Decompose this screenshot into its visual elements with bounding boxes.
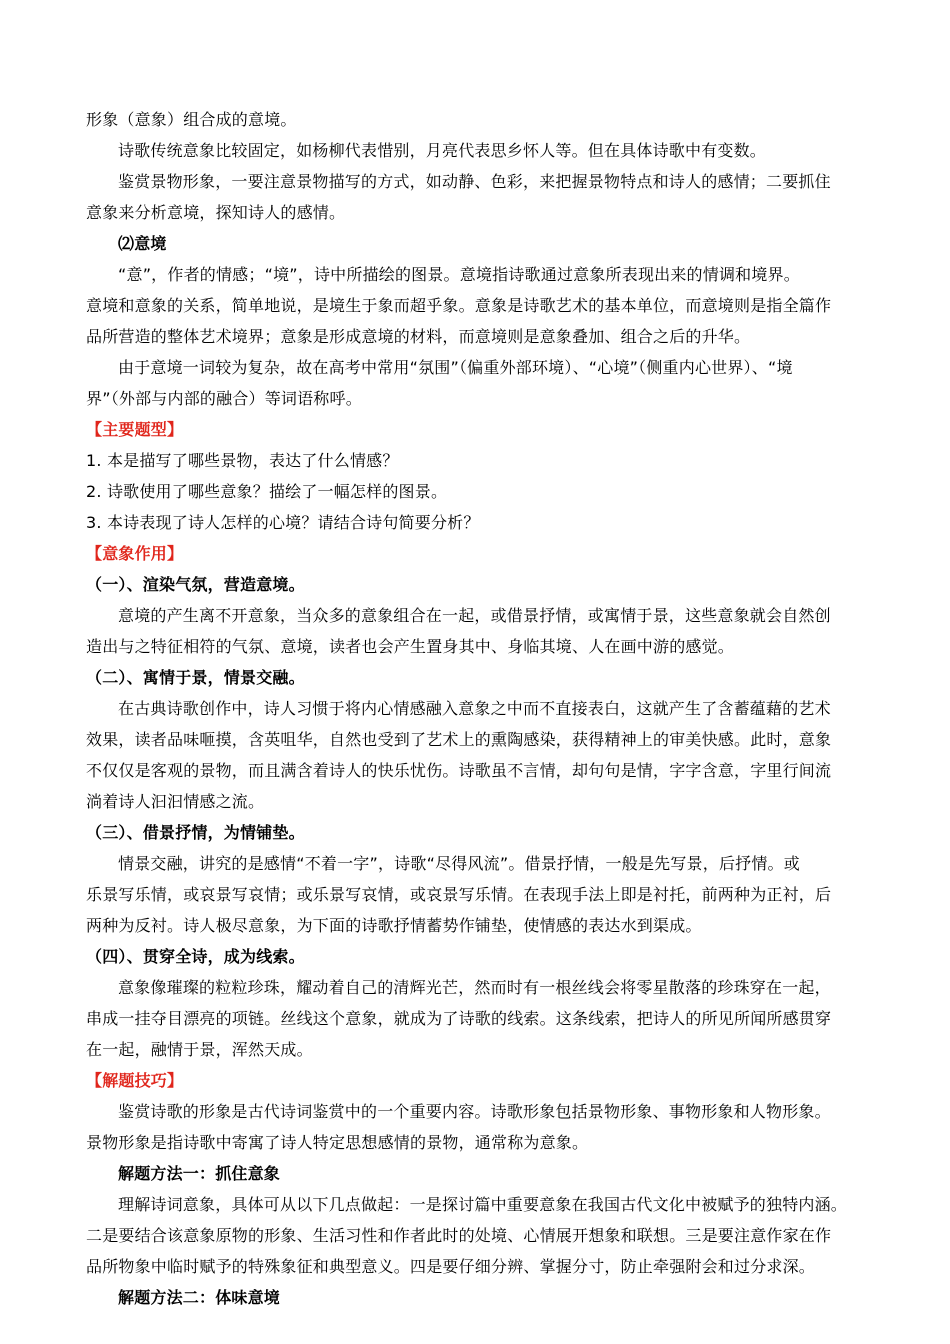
- text-line: 两种为反衬。诗人极尽意象，为下面的诗歌抒情蓄势作铺垫，使情感的表达水到渠成。: [86, 916, 702, 935]
- method-heading: 解题方法一：抓住意象: [118, 1164, 281, 1183]
- text-line: 情景交融，讲究的是感情“不着一字”，诗歌“尽得风流”。借景抒情，一般是先写景，后抒情。或: [118, 854, 800, 873]
- text-line: 形象（意象）组合成的意境。: [86, 110, 297, 129]
- text-line: 界”（外部与内部的融合）等词语称呼。: [86, 389, 362, 408]
- text-line: 诗歌传统意象比较固定，如杨柳代表惜别，月亮代表思乡怀人等。但在具体诗歌中有变数。: [118, 141, 767, 160]
- text-line: 在一起，融情于景，浑然天成。: [86, 1040, 313, 1059]
- text-line: 鉴赏诗歌的形象是古代诗词鉴赏中的一个重要内容。诗歌形象包括景物形象、事物形象和人物形象。: [118, 1102, 831, 1121]
- list-item: 1. 本是描写了哪些景物，表达了什么情感？: [86, 451, 399, 470]
- text-line: 意境的产生离不开意象，当众多的意象组合在一起，或借景抒情，或寓情于景，这些意象就会自然创: [118, 606, 831, 625]
- list-item: 3. 本诗表现了诗人怎样的心境？请结合诗句简要分析？: [86, 513, 480, 532]
- text-line: “意”，作者的情感；“境”，诗中所描绘的图景。意境指诗歌通过意象所表现出来的情调和境界。: [118, 265, 800, 284]
- text-line: 淌着诗人汩汩情感之流。: [86, 792, 265, 811]
- text-line: 在古典诗歌创作中，诗人习惯于将内心情感融入意象之中而不直接表白，这就产生了含蓄蕴藉的艺术: [118, 699, 831, 718]
- text-line: 由于意境一词较为复杂，故在高考中常用“氛围”（偏重外部环境）、“心境”（侧重内心世界）、“境: [118, 358, 793, 377]
- text-line: 不仅仅是客观的景物，而且满含着诗人的快乐忧伤。诗歌虽不言情，却句句是情，字字含意，字里行间流: [86, 761, 832, 780]
- method-heading: 解题方法二：体味意境: [118, 1288, 281, 1307]
- section-heading: 【主要题型】: [86, 420, 184, 439]
- text-line: 景物形象是指诗歌中寄寓了诗人特定思想感情的景物，通常称为意象。: [86, 1133, 589, 1152]
- subsection-heading: （三）、借景抒情，为情铺垫。: [86, 823, 305, 842]
- section-heading: 【解题技巧】: [86, 1071, 184, 1090]
- section-heading: 【意象作用】: [86, 544, 184, 563]
- subsection-heading: （一）、渲染气氛，营造意境。: [86, 575, 305, 594]
- text-line: 鉴赏景物形象，一要注意景物描写的方式，如动静、色彩，来把握景物特点和诗人的感情；二要抓住: [118, 172, 831, 191]
- text-line: 造出与之特征相符的气氛、意境，读者也会产生置身其中、身临其境、人在画中游的感觉。: [86, 637, 735, 656]
- subsection-heading: ⑵意境: [118, 234, 167, 253]
- text-line: 二是要结合该意象原物的形象、生活习性和作者此时的处境、心情展开想象和联想。三是要注意作家在作: [86, 1226, 832, 1245]
- subsection-heading: （二）、寓情于景，情景交融。: [86, 668, 305, 687]
- document-page: [86, 104, 866, 1313]
- text-line: 串成一挂夺目漂亮的项链。丝线这个意象，就成为了诗歌的线索。这条线索，把诗人的所见所闻所感贯穿: [86, 1009, 832, 1028]
- list-item: 2. 诗歌使用了哪些意象？描绘了一幅怎样的图景。: [86, 482, 448, 501]
- text-line: 理解诗词意象，具体可从以下几点做起：一是探讨篇中重要意象在我国古代文化中被赋予的独特内涵。: [118, 1195, 848, 1214]
- text-line: 效果，读者品味咂摸，含英咀华，自然也受到了艺术上的熏陶感染，获得精神上的审美快感。此时，意象: [86, 730, 832, 749]
- text-line: 意象来分析意境，探知诗人的感情。: [86, 203, 346, 222]
- text-line: 品所物象中临时赋予的特殊象征和典型意义。四是要仔细分辨、掌握分寸，防止牵强附会和过分求深。: [86, 1257, 816, 1276]
- text-line: 乐景写乐情，或哀景写哀情；或乐景写哀情，或哀景写乐情。在表现手法上即是衬托，前两种为正衬，后: [86, 885, 832, 904]
- text-line: 品所营造的整体艺术境界；意象是形成意境的材料，而意境则是意象叠加、组合之后的升华。: [86, 327, 751, 346]
- text-line: 意象像璀璨的粒粒珍珠，耀动着自己的清辉光芒，然而时有一根丝线会将零星散落的珍珠穿在一起，: [118, 978, 831, 997]
- subsection-heading: （四）、贯穿全诗，成为线索。: [86, 947, 305, 966]
- text-line: 意境和意象的关系，简单地说，是境生于象而超乎象。意象是诗歌艺术的基本单位，而意境则是指全篇作: [86, 296, 832, 315]
